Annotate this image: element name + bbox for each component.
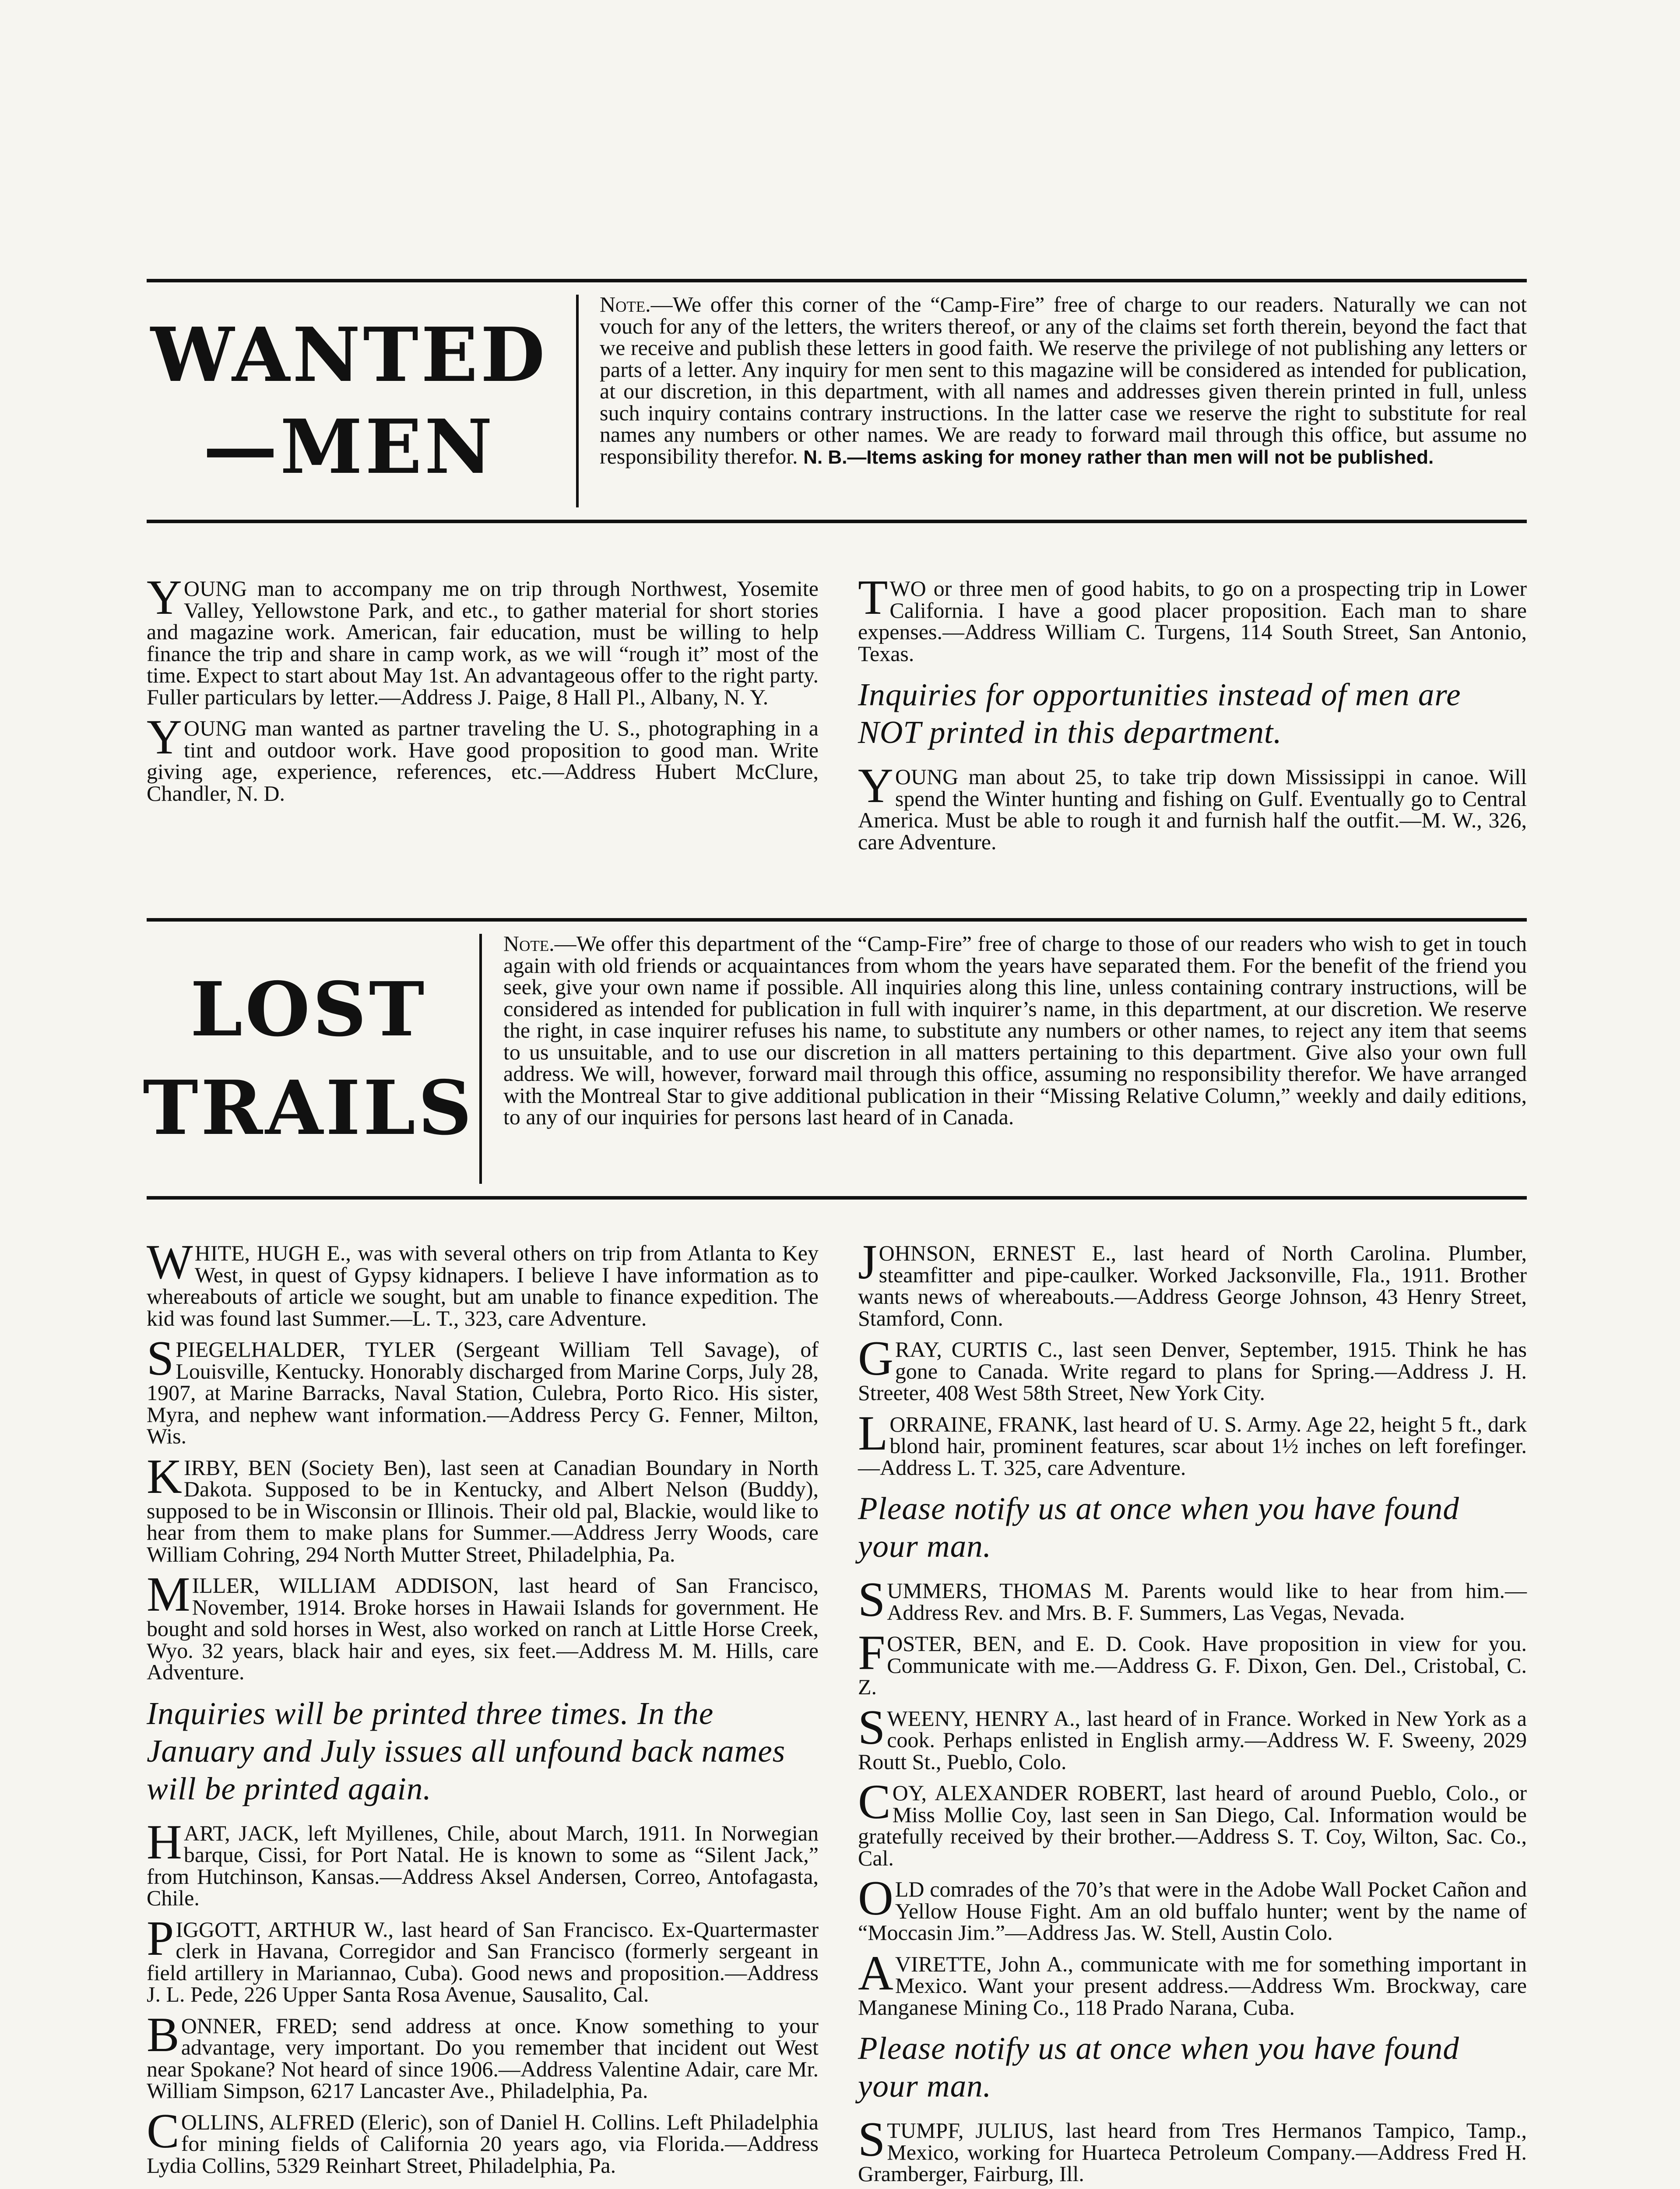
lost-entry: FOSTER, BEN, and E. D. Cook. Have proposition in view for you. Communicate with me.—Address G. F. Dixon, Gen. Del., Cristobal, C. Z. (858, 1626, 1527, 1699)
note-nb: N. B.—Items asking for money rather than men will not be published. (803, 446, 1434, 468)
lost-entry: GRAY, CURTIS C., last seen Denver, September, 1915. Think he has gone to Canada. Write regard to plans for Spring.—Address J. H. Streeter, 408 West 58th Street, New York City. (858, 1331, 1527, 1405)
lost-entry: HART, JACK, left Myillenes, Chile, about March, 1911. In Norwegian barque, Cissi, for Port Natal. He is known to some as “Silent Jack,” from Hutchinson, Kansas.—Address Aksel Andersen, Correo, Antofagasta, Chile. (147, 1815, 819, 1910)
lost-entry: BONNER, FRED; send address at once. Know something to your advantage, very important. Do you remember that incident out West near Spokane? Not heard of since 1906.—Address Valentine Adair, care Mr. William Simpson, 6217 Lancaster Ave., Philadelphia, Pa. (147, 2007, 819, 2103)
lost-entry: STUMPF, JULIUS, last heard from Tres Hermanos Tampico, Tamp., Mexico, working for Huarteca Petroleum Company.—Address Fred H. Gramberger, Fairburg, Ill. (858, 2112, 1527, 2186)
wanted-note (600, 294, 1527, 468)
lost-entry: COLLINS, ALFRED (Eleric), son of Daniel H. Collins. Left Philadelphia for mining fields of California 20 years ago, via Florida.—Address Lydia Collins, 5329 Reinhart Street, Philadelphia, Pa. (147, 2104, 819, 2178)
lost-title-line2: TRAILS (143, 1064, 474, 1152)
lost-title-line1: LOST (190, 965, 427, 1053)
wanted-ad: YOUNG man wanted as partner traveling the U. S., photographing in a tint and outdoor work. Have good proposition to good man. Write giving age, experience, references, etc.—Address Hubert McClure, Chandler, N. D. (147, 710, 819, 806)
header-divider (479, 934, 482, 1184)
note-text: —We offer this corner of the “Camp-Fire” free of charge to our readers. Naturally we can not vouch for any of the letters, the writers thereof, or any of the claims set forth therein, beyond the fact that we receive and publish these letters in good faith. We reserve the privilege of not publishing any letters or parts of a letter. Any inquiry for men sent to this magazine will be considered as intended for publication, at our discretion, in this department, with all names and addresses given therein printed in full, unless such inquiry contains contrary instructions. In the latter case we reserve the right to substitute for real names any numbers or other names. We are ready to forward mail through this office, but assume no responsibility therefor. (600, 292, 1527, 468)
header-divider (576, 295, 579, 507)
lost-entry: AVIRETTE, John A., communicate with me for something important in Mexico. Want your present address.—Address Wm. Brockway, care Manganese Mining Co., 118 Prado Narana, Cuba. (858, 1946, 1527, 2020)
wanted-ad: TWO or three men of good habits, to go on a prospecting trip in Lower California. I have a good placer proposition. Each man to share expenses.—Address William C. Turgens, 114 South Street, San Antonio, Texas. (858, 570, 1527, 666)
lost-trails-header (143, 918, 1527, 1200)
reprint-notice: Inquiries will be printed three times. In the January and July issues all unfound back names will be printed again. (147, 1695, 786, 1806)
lost-entry: KIRBY, BEN (Society Ben), last seen at Canadian Boundary in North Dakota. Supposed to be in Kentucky, and Albert Nelson (Buddy), supposed to be in Wisconsin or Illinois. Their old pal, Blackie, would like to hear from them to make plans for Summer.—Address Jerry Woods, care William Cohring, 294 North Mutter Street, Philadelphia, Pa. (147, 1449, 819, 1566)
wanted-title-line2: —MEN (203, 403, 496, 491)
wanted-left-column (147, 570, 819, 814)
wanted-right-column (858, 570, 1527, 862)
lost-entry: SUMMERS, THOMAS M. Parents would like to hear from him.—Address Rev. and Mrs. B. F. Summers, Las Vegas, Nevada. (858, 1573, 1527, 1627)
wanted-title-line1: WANTED (151, 311, 548, 399)
wanted-ad: YOUNG man about 25, to take trip down Mississippi in canoe. Will spend the Winter hunting and fishing on Gulf. Eventually go to Central America. Must be able to rough it and furnish half the outfit.—M. W., 326, care Adventure. (858, 759, 1527, 854)
wanted-men-title (147, 282, 552, 520)
lost-entry: COY, ALEXANDER ROBERT, last heard of around Pueblo, Colo., or Miss Mollie Coy, last seen in San Diego, Cal. Information would be gratefully received by their brother.—Address S. T. Coy, Wilton, Sac. Co., Cal. (858, 1775, 1527, 1870)
lost-entry: JOHNSON, ERNEST E., last heard of North Carolina. Plumber, steamfitter and pipe-caulker. Worked Jacksonville, Fla., 1911. Brother wants news of whereabouts.—Address George Johnson, 43 Henry Street, Stamford, Conn. (858, 1235, 1527, 1330)
notify-notice: Please notify us at once when you have found your man. (858, 1491, 1459, 1564)
lost-entry: LORRAINE, FRANK, last heard of U. S. Army. Age 22, height 5 ft., dark blond hair, prominent features, scar about 1½ inches on left forefinger.—Address L. T. 325, care Adventure. (858, 1406, 1527, 1480)
note-lead: Note. (503, 931, 555, 956)
lost-right-column (858, 1235, 1527, 2189)
lost-entry: PIGGOTT, ARTHUR W., last heard of San Francisco. Ex-Quartermaster clerk in Havana, Corregidor and San Francisco (formerly sergeant in field artillery in Mariannao, Cuba). Good news and proposition.—Address J. L. Pede, 226 Upper Santa Rosa Avenue, Sausalito, Cal. (147, 1911, 819, 2006)
lost-trails-title (143, 922, 474, 1196)
note-lead: Note. (600, 292, 651, 317)
lost-entry: SWEENY, HENRY A., last heard of in France. Worked in New York as a cook. Perhaps enlisted in English army.—Address W. F. Sweeny, 2029 Routt St., Pueblo, Colo. (858, 1700, 1527, 1774)
lost-note (503, 933, 1527, 1128)
lost-left-column (147, 1235, 819, 2186)
note-text: —We offer this department of the “Camp-Fire” free of charge to those of our readers who wish to get in touch again with old friends or acquaintances from whom the years have separated them. For the benefit of the friend you seek, give your own name if possible. All inquiries along this line, unless containing contrary instructions, will be considered as intended for publication in full with inquirer’s name, in this department, at our discretion. We reserve the right, in case inquirer refuses his name, to substitute any numbers or other names, to reject any item that seems to us unsuitable, and to use our discretion in all matters pertaining to this department. Give also your own full address. We will, however, forward mail through this office, assuming no responsibility therefor. We have arranged with the Montreal Star to give additional publication in their “Missing Relative Column,” weekly and daily editions, to any of our inquiries for persons last heard of in Canada. (503, 931, 1527, 1129)
opportunities-notice: Inquiries for opportunities instead of men are NOT printed in this department. (858, 677, 1461, 750)
lost-entry: MILLER, WILLIAM ADDISON, last heard of San Francisco, November, 1914. Broke horses in Hawaii Islands for government. He bought and sold horses in West, also worked on ranch at Little Horse Creek, Wyo. 32 years, black hair and eyes, six feet.—Address M. M. Hills, care Adventure. (147, 1567, 819, 1684)
lost-entry: WHITE, HUGH E., was with several others on trip from Atlanta to Key West, in quest of Gypsy kidnapers. I believe I have information as to whereabouts of article we sought, but am unable to finance expedition. The kid was found last Summer.—L. T., 323, care Adventure. (147, 1235, 819, 1330)
lost-entry: SPIEGELHALDER, TYLER (Sergeant William Tell Savage), of Louisville, Kentucky. Honorably discharged from Marine Corps, July 28, 1907, at Marine Barracks, Naval Station, Culebra, Porto Rico. His sister, Myra, and nephew want information.—Address Percy G. Fenner, Milton, Wis. (147, 1331, 819, 1448)
notify-notice: Please notify us at once when you have found your man. (858, 2031, 1459, 2104)
wanted-ad: YOUNG man to accompany me on trip through Northwest, Yosemite Valley, Yellowstone Park, and etc., to gather material for short stories and magazine work. American, fair education, must be willing to help finance the trip and share in camp work, as we will “rough it” most of the time. Expect to start about May 1st. An advantageous offer to the right party. Fuller particulars by letter.—Address J. Paige, 8 Hall Pl., Albany, N. Y. (147, 570, 819, 709)
wanted-men-header (147, 279, 1527, 523)
lost-entry: OLD comrades of the 70’s that were in the Adobe Wall Pocket Cañon and Yellow House Fight. Am an old buffalo hunter; went by the name of “Moccasin Jim.”—Address Jas. W. Stell, Austin Colo. (858, 1871, 1527, 1945)
